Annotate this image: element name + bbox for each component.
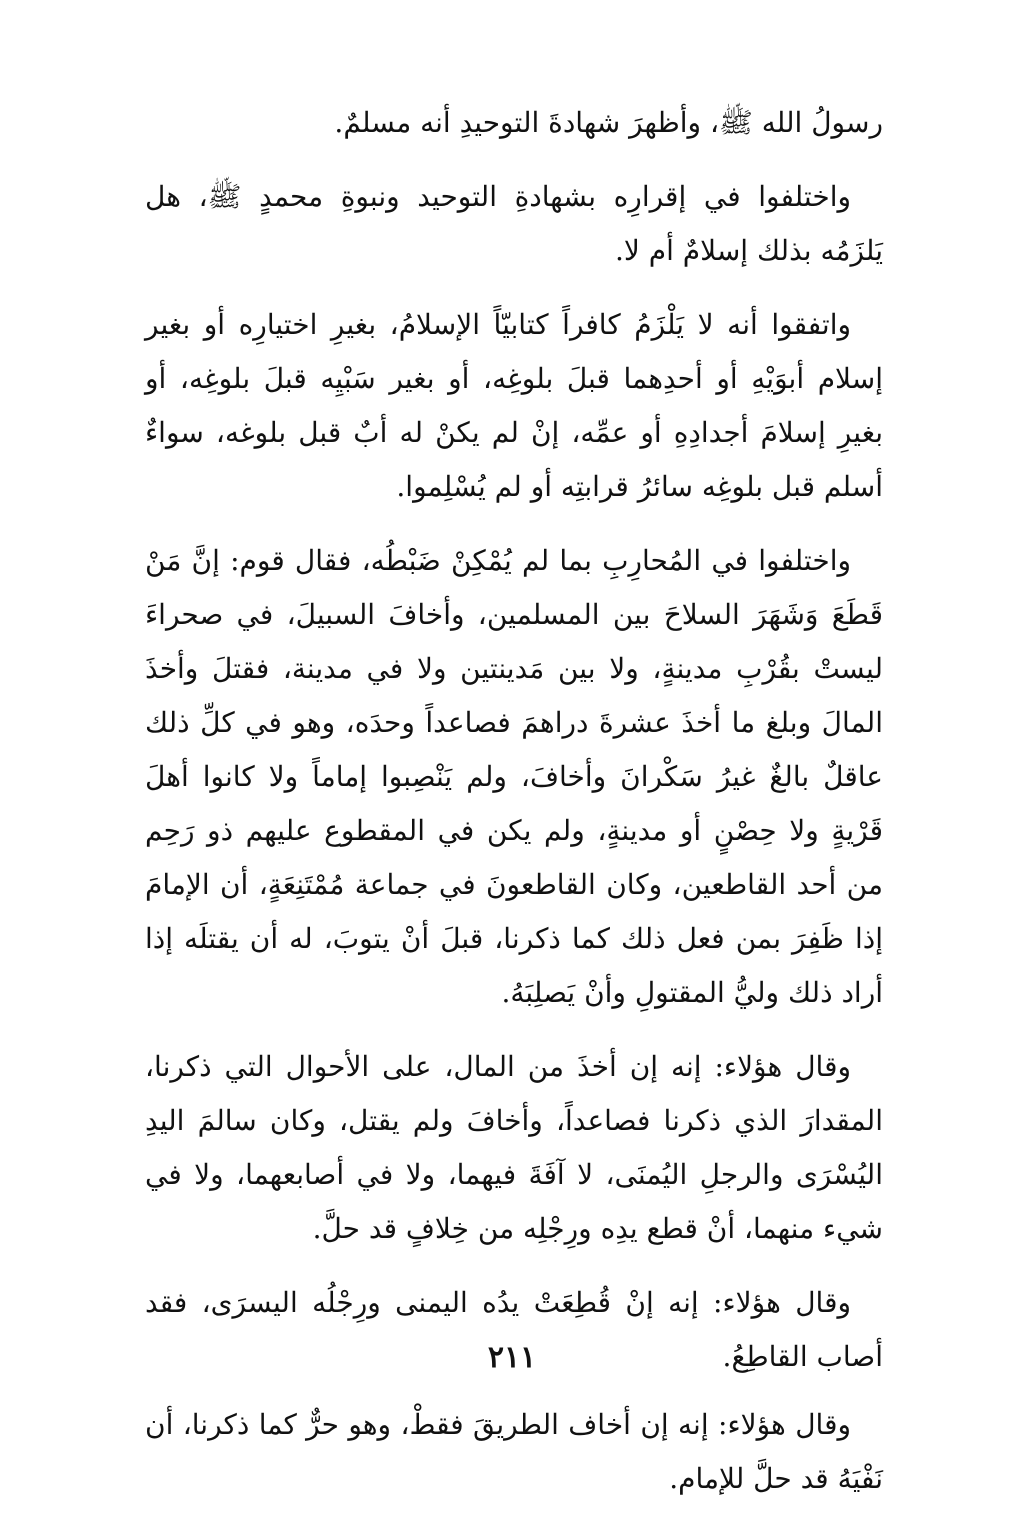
paragraph: وقال هؤلاء: إنه إن أخاف الطريقَ فقطْ، وهو حرٌّ كما ذكرنا، أن نَفْيَهُ قد حلَّ للإمام. [145,1408,883,1495]
paragraph: وقال هؤلاء: إنه إنْ قُطِعَتْ يدُه اليمنى ورِجْلُه اليسرَى، فقد أصاب القاطِعُ. [145,1286,883,1373]
paragraph: وقال هؤلاء: إنه إن أخذَ من المال، على الأحوال التي ذكرنا، المقدارَ الذي ذكرنا فصاعداً، وأخافَ ولم يقتل، وكان سالمَ اليدِ اليُسْرَى والرجلِ اليُمنَى، لا آفَةَ فيهما، ولا في أصابعهما، ولا في شيء منهما، أنْ قطع يدِه ورِجْلِه من خِلافٍ قد حلَّ. [145,1050,883,1245]
paragraph: واتفقوا أنه لا يَلْزَمُ كافراً كتابيّاً الإسلامُ، بغيرِ اختيارِه أو بغير إسلام أبوَيْهِ أو أحدِهما قبلَ بلوغِه، أو بغير سَبْيِه قبلَ بلوغِه، أو بغيرِ إسلامَ أجدادِهِ أو عمِّه، إنْ لم يكنْ له أبٌ قبل بلوغه، سواءٌ أسلم قبل بلوغِه سائرُ قرابتِه أو لم يُسْلِموا. [145,308,883,503]
page-number: ٢١١ [487,1340,537,1375]
paragraph-continuation: رسولُ الله ﷺ، وأظهرَ شهادةَ التوحيدِ أنه مسلمٌ. [334,106,883,139]
paragraph: واختلفوا في إقرارِه بشهادةِ التوحيد ونبوةِ محمدٍ ﷺ، هل يَلزَمُه بذلك إسلامٌ أم لا. [145,180,883,267]
paragraph: واختلفوا في المُحارِبِ بما لم يُمْكِنْ ضَبْطُه، فقال قوم: إنَّ مَنْ قَطَعَ وَشَهَرَ السلاحَ بين المسلمين، وأخافَ السبيلَ، في صحراءَ ليستْ بقُرْبِ مدينةٍ، ولا بين مَدينتين ولا في مدينة، فقتلَ وأخذَ المالَ وبلغ ما أخذَ عشرةَ دراهمَ فصاعداً وحدَه، وهو في كلِّ ذلك عاقلٌ بالغٌ غيرُ سَكْرانَ وأخافَ، ولم يَنْصِبوا إماماً ولا كانوا أهلَ قَرْيةٍ ولا حِصْنٍ أو مدينةٍ، ولم يكن في المقطوع عليهم ذو رَحِم من أحد القاطعين، وكان القاطعونَ في جماعة مُمْتَنِعَةٍ، أن الإمامَ إذا ظَفِرَ بمن فعل ذلك كما ذكرنا، قبلَ أنْ يتوبَ، له أن يقتلَه إذا أراد ذلك وليُّ المقتولِ وأنْ يَصلِبَهُ. [145,544,883,1009]
page-text [145,96,883,1520]
